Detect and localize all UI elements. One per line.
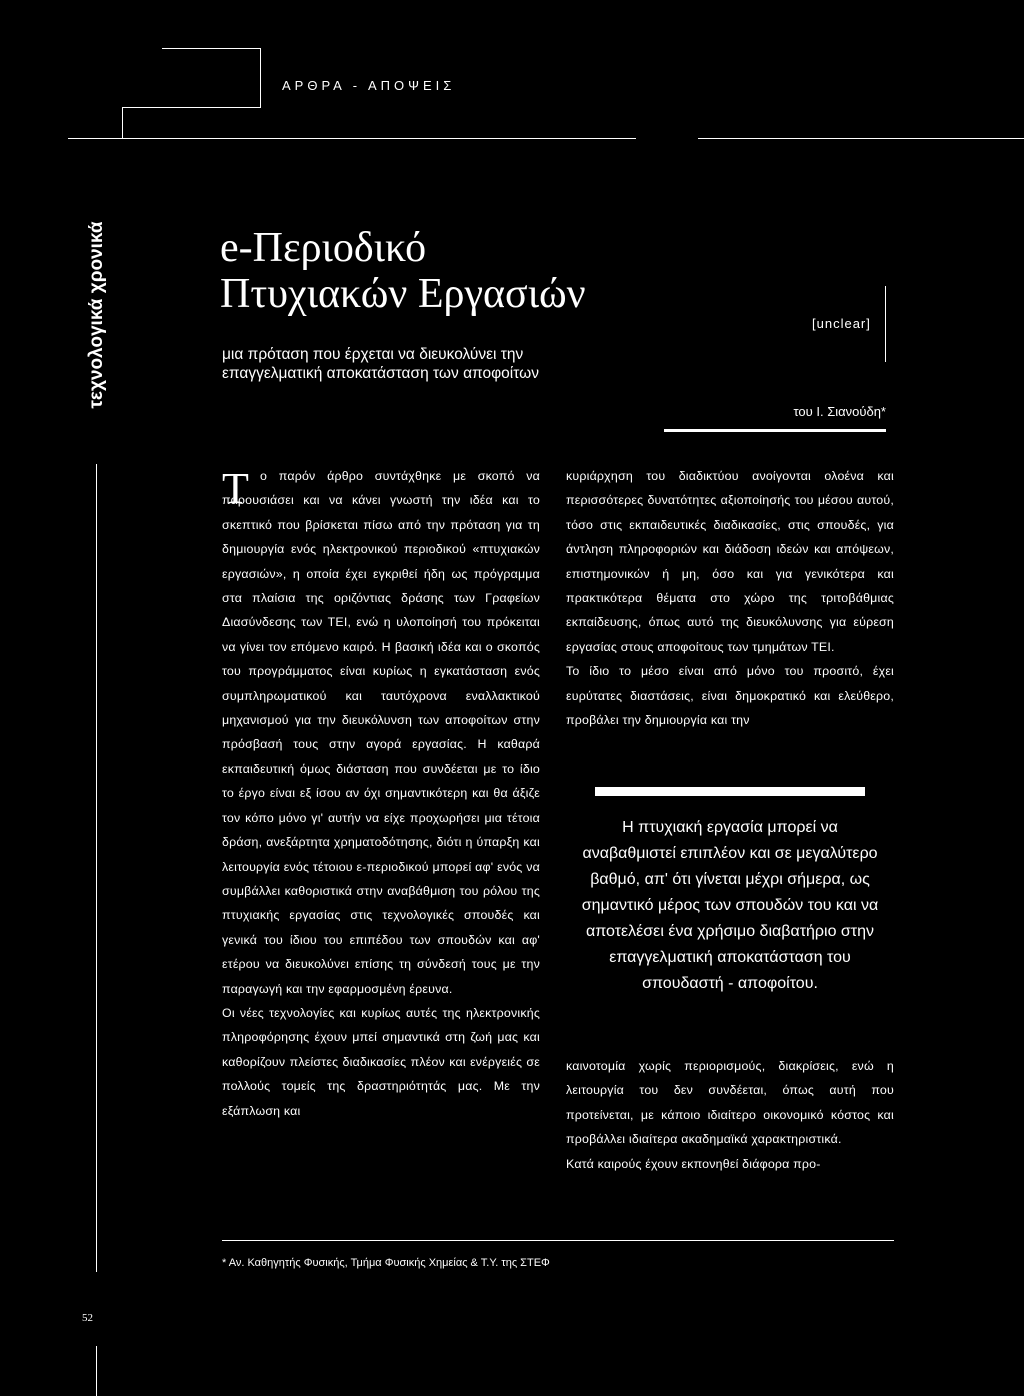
paragraph: κυριάρχηση του διαδικτύου ανοίγονται ολοένα και περισσότερες δυνατότητες αξιοποίησής του μέσου αυτού, τόσο στις εκπαιδευτικές διαδικασίες, στις σπουδές, για άντληση πληροφοριών και διάδοση ιδεών και απόψεων, επιστημονικών ή μη, όσο και για γενικότερα και πρακτικότερα θέματα στο χώρο της τριτοβάθμιας εκπαίδευσης, όπως αυτό της διευκόλυνσης για εύρεση εργασίας στους αποφοίτους των τμημάτων ΤΕΙ. — [566, 469, 894, 654]
header-rule-vertical — [260, 48, 261, 108]
sidebar-rule — [96, 464, 97, 1272]
magazine-title-text: τεχνολογικά χρονικά — [86, 221, 107, 409]
page-number: 52 — [82, 1312, 93, 1324]
footnote-rule — [222, 1240, 894, 1241]
article-title-line2: Πτυχιακών Εργασιών — [220, 271, 586, 317]
sidebar-rule-bottom — [96, 1346, 97, 1396]
article-column-left — [222, 464, 540, 1123]
paragraph: καινοτομία χωρίς περιορισμούς, διακρίσεις, ενώ η λειτουργία του δεν συνδέεται, όπως αυτή που προτείνεται, με κάποιο ιδιαίτερο οικονομικό κόστος και προβάλλει ιδιαίτερα ακαδημαϊκά χαρακτηριστικά. — [566, 1059, 894, 1147]
header-rule-long-left — [68, 138, 636, 139]
paragraph: Το ίδιο το μέσο είναι από μόνο του προσιτό, έχει ευρύτατες διαστάσεις, είναι δημοκρατικό και ελεύθερο, προβάλει την δημιουργία και την — [566, 664, 894, 728]
header-rule-middle — [122, 107, 260, 108]
header-rule-long-right — [698, 138, 1024, 139]
article-title — [220, 225, 700, 317]
article-author: του Ι. Σιανούδη* — [793, 404, 886, 419]
author-rule-vertical — [885, 286, 886, 362]
article-column-right-top — [566, 464, 894, 732]
paragraph: Κατά καιρούς έχουν εκπονηθεί διάφορα προ- — [566, 1156, 821, 1171]
article-column-right-bottom — [566, 1054, 894, 1176]
author-rule — [664, 429, 886, 432]
drop-cap: Τ — [222, 464, 250, 513]
lead-paragraph-wrap — [222, 464, 540, 1001]
lead-paragraph: ο παρόν άρθρο συντάχθηκε με σκοπό να παρουσιάσει και να κάνει γνωστή την ιδέα και το σκεπτικό που βρίσκεται πίσω από την πρόταση για τη δημιουργία ενός ηλεκτρονικού περιοδικού «πτυχιακών εργασιών», η οποία έχει εγκριθεί ήδη ως πρόγραμμα στα πλαίσια της οριζόντιας δράσης των Γραφείων Διασύνδεσης των ΤΕΙ, ενώ η υλοποίησή του πρόκειται να γίνει τον επόμενο καιρό. Η βασική ιδέα και ο σκοπός του προγράμματος είναι κυρίως η εγκατάσταση ενός συμπληρωματικού και ταυτόχρονα εναλλακτικού μηχανισμού για την διευκόλυνση των αποφοίτων στην πρόσβασή τους στην αγορά εργασίας. Η καθαρά εκπαιδευτική όμως διάσταση που συνδέεται με το ίδιο το έργο είναι εξ ίσου αν όχι σημαντικότερη και θα άξιζε τον κόπο μόνο γι' αυτήν να είχε προχωρήσει μια τέτοια δράση, ανεξάρτητα χρηματοδότησης, διότι η ύπαρξη και λειτουργία ενός τέτοιου ε-περιοδικού μπορεί αφ' ενός να συμβάλλει καθοριστικά στην αναβάθμιση του ρόλου της πτυχιακής εργασίας στις τεχνολογικές σπουδές και γενικά του ίδιου του επιπέδου των σπουδών και αφ' ετέρου να διευκολύνει επίσης τη σύνδεσή τους με την παραγωγή και την εφαρμοσμένη έρευνα. — [222, 469, 540, 996]
footnote: * Αν. Καθηγητής Φυσικής, Τμήμα Φυσικής Χημείας & Τ.Υ. της ΣΤΕΦ — [222, 1257, 550, 1269]
paragraph: Οι νέες τεχνολογίες και κυρίως αυτές της ηλεκτρονικής πληροφόρησης έχουν μπεί σημαντικά στη ζωή μας και καθορίζουν πλείστες διαδικασίες πλέον και ενέργειές σε πολλούς τομείς της δραστηριότητάς μας. Με την εξάπλωση και — [222, 1005, 540, 1118]
section-label: ΑΡΘΡΑ - ΑΠΟΨΕΙΣ — [282, 78, 456, 93]
decorative-glyph: [unclear] — [812, 316, 871, 331]
article-subtitle: μια πρόταση που έρχεται να διευκολύνει την επαγγελματική αποκατάσταση των αποφοίτων — [222, 346, 539, 382]
header-rule-top — [162, 48, 260, 49]
article-title-line1: e-Περιοδικό — [220, 225, 427, 271]
header-rule-vertical-left — [122, 107, 123, 139]
pull-quote: Η πτυχιακή εργασία μπορεί να αναβαθμιστεί επιπλέον και σε μεγαλύτερο βαθμό, απ' ότι γίνεται μέχρι σήμερα, ως σημαντικό μέρος των σπουδών του και να αποτελέσει ένα χρήσιμο διαβατήριο στην επαγγελματική αποκατάσταση του σπουδαστή - αποφοίτου. — [581, 819, 879, 992]
pull-quote-bar — [595, 787, 865, 796]
magazine-side-title — [82, 190, 112, 440]
